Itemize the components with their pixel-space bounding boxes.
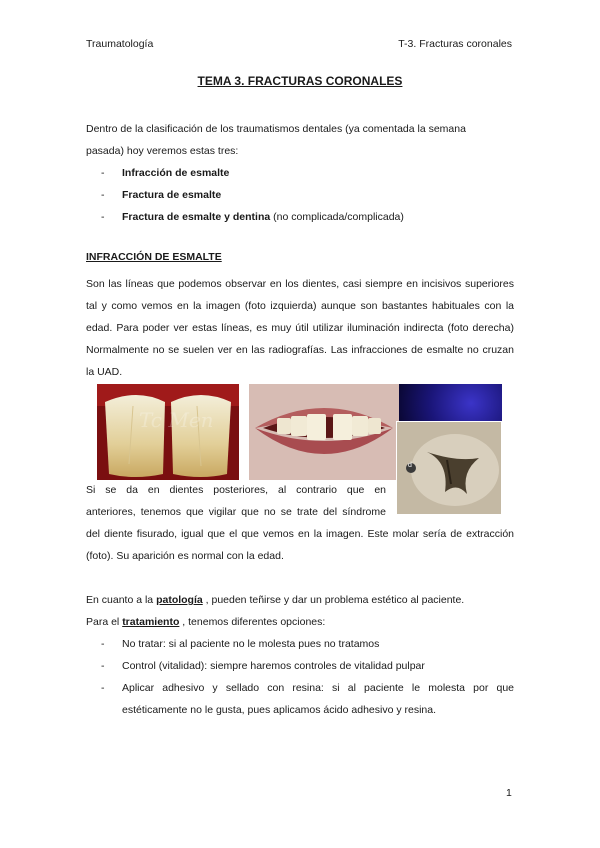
list-item: - Infracción de esmalte [101,167,230,179]
page-number: 1 [506,787,512,799]
posterior-line-4: (foto). Su aparición es normal con la edad. [86,550,284,562]
list-item: - Control (vitalidad): siempre haremos controles de vitalidad pulpar [101,660,425,672]
treatment-options-list [101,633,514,721]
posterior-line-2: anteriores, tenemos que vigilar que no se trate del síndrome [86,506,386,518]
photo-watermark: Tc Men [139,408,214,432]
document-title: TEMA 3. FRACTURAS CORONALES [197,74,403,88]
pathology-term: patología [156,594,203,606]
fissured-molar-photo [396,421,502,515]
fracture-types-list [101,162,521,228]
list-item: - Aplicar adhesivo y sellado con resina: si al paciente le molesta por que estéticamente no le gusta, pues aplicamos ácido adhesivo y resina. [101,682,514,716]
posterior-line-3: del diente fisurado, igual que el que vemos en la imagen. Este molar sería de extracción [86,528,514,540]
incisors-infraction-photo [97,384,239,480]
treatment-paragraph: Para el tratamiento , tenemos diferentes opciones: [86,616,326,628]
section-heading: INFRACCIÓN DE ESMALTE [86,251,222,263]
section-body: Son las líneas que podemos observar en los dientes, casi siempre en incisivos superiores tal y como vemos en la imagen (foto izquierda) aunque son bastantes habituales con la edad. Para poder ver estas líneas, es muy útil utilizar iluminación indirecta (foto derecha) Normalmente no se suelen ver en las radiografías. Las infracciones de esmalte no cruzan la UAD. [86,278,514,378]
header-right: T-3. Fracturas coronales [398,38,512,50]
list-item: - Fractura de esmalte [101,189,222,201]
intro-paragraph [86,118,514,162]
list-item: - No tratar: si al paciente no le molesta pues no tratamos [101,638,380,650]
photo-marker: d [408,462,412,469]
intro-line-1: Dentro de la clasificación de los traumatismos dentales (ya comentada la semana [86,123,466,135]
smile-photo [249,384,399,480]
posterior-paragraph [86,479,386,523]
posterior-paragraph-cont [86,523,514,567]
posterior-line-1: Si se da en dientes posteriores, al contrario que en [86,484,386,496]
header-left: Traumatología [86,38,154,50]
list-item: - Fractura de esmalte y dentina (no complicada/complicada) [101,211,404,223]
pathology-paragraph: En cuanto a la patología , pueden teñirse y dar un problema estético al paciente. [86,594,465,606]
treatment-term: tratamiento [122,616,180,628]
intro-line-2: pasada) hoy veremos estas tres: [86,145,239,157]
